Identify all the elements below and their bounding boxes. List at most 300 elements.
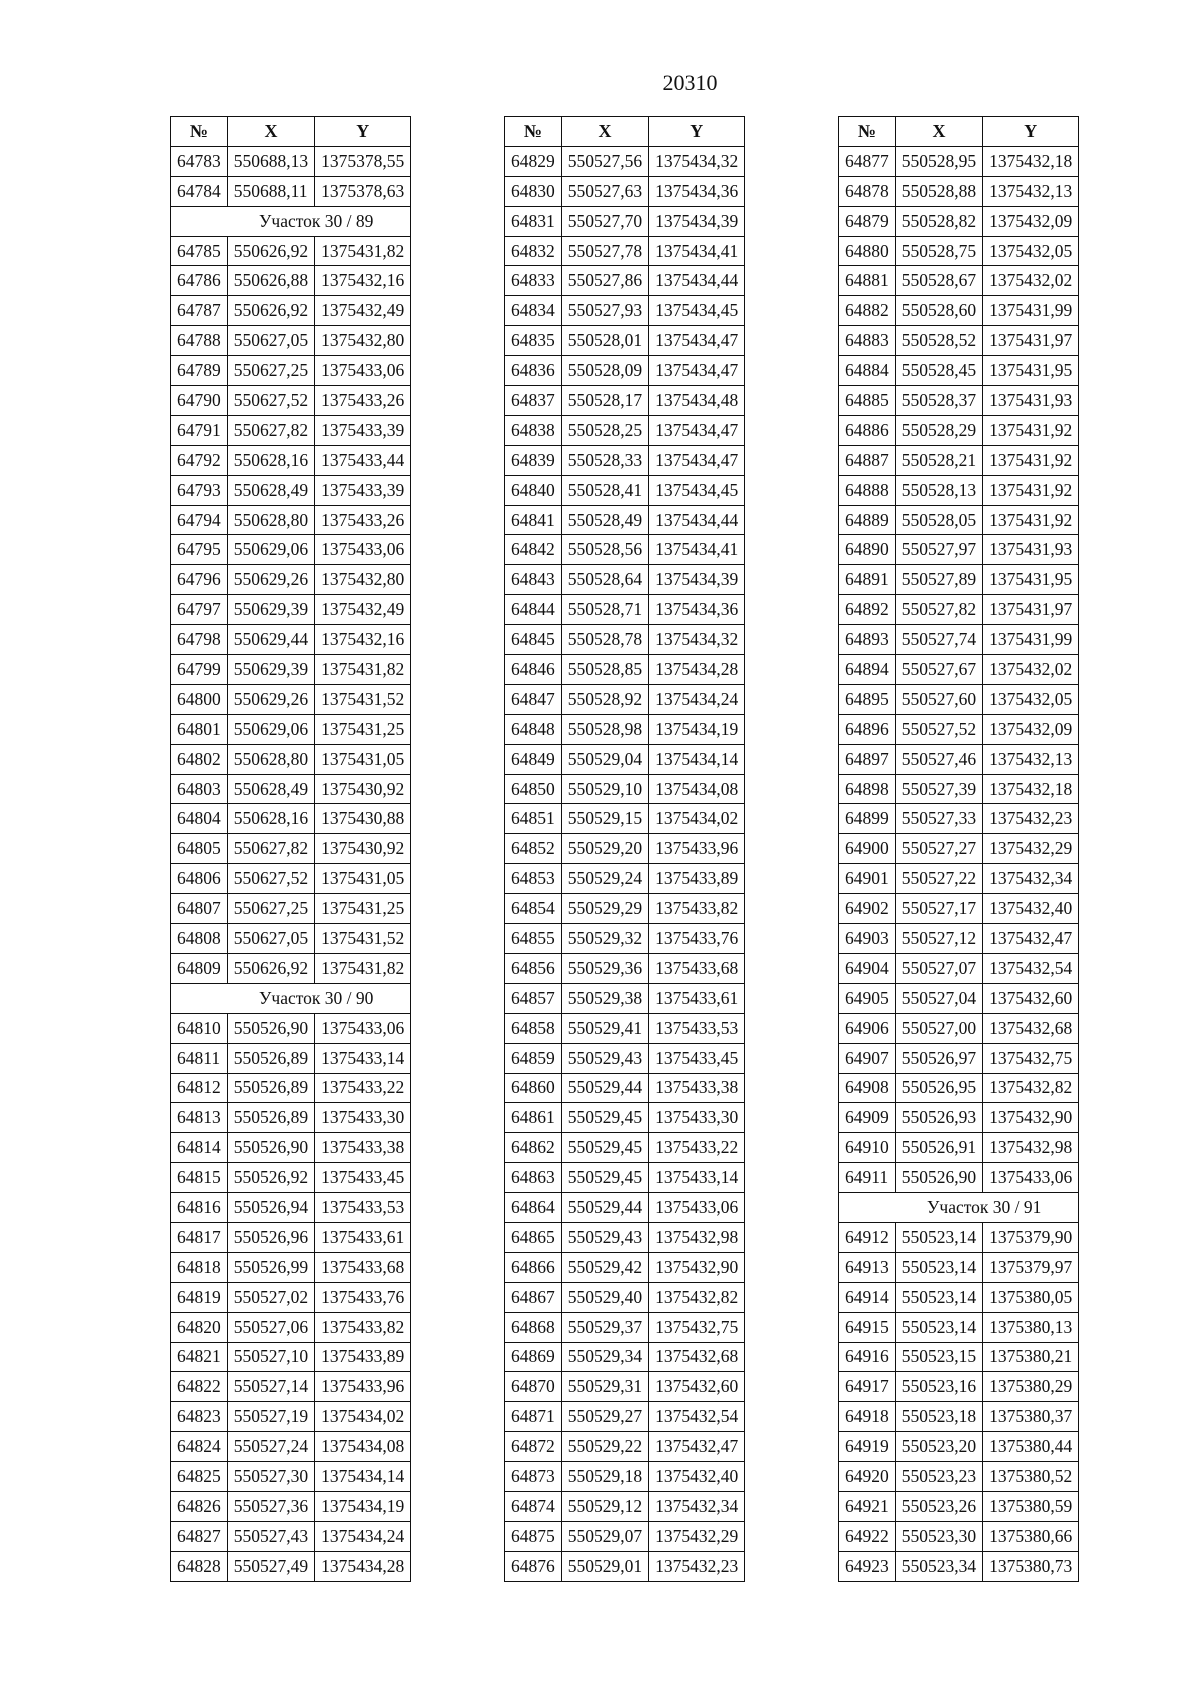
table-row: [171, 625, 411, 655]
x-coordinate: 550529,20: [561, 834, 648, 864]
point-number: 64898: [839, 774, 896, 804]
table-row: [505, 774, 745, 804]
table-row: [505, 1103, 745, 1133]
x-coordinate: 550527,70: [561, 206, 648, 236]
y-coordinate: 1375434,44: [649, 505, 745, 535]
x-coordinate: 550528,21: [895, 445, 982, 475]
x-coordinate: 550529,38: [561, 983, 648, 1013]
point-number: 64814: [171, 1133, 228, 1163]
y-coordinate: 1375432,18: [983, 146, 1079, 176]
y-coordinate: 1375433,68: [315, 1252, 411, 1282]
x-coordinate: 550627,82: [227, 834, 314, 864]
x-coordinate: 550526,90: [227, 1133, 314, 1163]
table-body: [839, 146, 1079, 1581]
y-coordinate: 1375433,14: [649, 1163, 745, 1193]
y-coordinate: 1375433,61: [315, 1222, 411, 1252]
point-number: 64829: [505, 146, 562, 176]
x-coordinate: 550528,52: [895, 326, 982, 356]
point-number: 64799: [171, 655, 228, 685]
y-coordinate: 1375434,36: [649, 595, 745, 625]
point-number: 64785: [171, 236, 228, 266]
y-coordinate: 1375433,30: [315, 1103, 411, 1133]
point-number: 64895: [839, 684, 896, 714]
x-coordinate: 550523,16: [895, 1372, 982, 1402]
table-row: [505, 714, 745, 744]
point-number: 64858: [505, 1013, 562, 1043]
table-row: [505, 535, 745, 565]
point-number: 64846: [505, 655, 562, 685]
table-row: [839, 505, 1079, 535]
point-number: 64812: [171, 1073, 228, 1103]
point-number: 64861: [505, 1103, 562, 1133]
header-x: X: [227, 117, 314, 147]
x-coordinate: 550527,49: [227, 1551, 314, 1581]
point-number: 64822: [171, 1372, 228, 1402]
point-number: 64907: [839, 1043, 896, 1073]
x-coordinate: 550526,92: [227, 1163, 314, 1193]
x-coordinate: 550529,45: [561, 1133, 648, 1163]
y-coordinate: 1375433,38: [315, 1133, 411, 1163]
y-coordinate: 1375431,93: [983, 535, 1079, 565]
point-number: 64911: [839, 1163, 896, 1193]
y-coordinate: 1375431,92: [983, 445, 1079, 475]
x-coordinate: 550629,26: [227, 565, 314, 595]
table-row: [171, 684, 411, 714]
point-number: 64864: [505, 1193, 562, 1223]
table-row: [171, 445, 411, 475]
y-coordinate: 1375434,24: [649, 684, 745, 714]
y-coordinate: 1375431,52: [315, 684, 411, 714]
y-coordinate: 1375432,05: [983, 684, 1079, 714]
point-number: 64842: [505, 535, 562, 565]
table-row: [839, 1462, 1079, 1492]
y-coordinate: 1375433,61: [649, 983, 745, 1013]
x-coordinate: 550523,14: [895, 1312, 982, 1342]
point-number: 64892: [839, 595, 896, 625]
y-coordinate: 1375433,06: [649, 1193, 745, 1223]
y-coordinate: 1375433,39: [315, 415, 411, 445]
point-number: 64841: [505, 505, 562, 535]
coordinate-table-1: [170, 116, 411, 1582]
table-row: [171, 1222, 411, 1252]
y-coordinate: 1375432,47: [649, 1432, 745, 1462]
point-number: 64871: [505, 1402, 562, 1432]
point-number: 64865: [505, 1222, 562, 1252]
table-row: [505, 1432, 745, 1462]
point-number: 64827: [171, 1521, 228, 1551]
table-row: [505, 1402, 745, 1432]
y-coordinate: 1375432,09: [983, 714, 1079, 744]
x-coordinate: 550528,98: [561, 714, 648, 744]
y-coordinate: 1375433,06: [315, 535, 411, 565]
point-number: 64889: [839, 505, 896, 535]
header-x: X: [895, 117, 982, 147]
x-coordinate: 550527,97: [895, 535, 982, 565]
point-number: 64815: [171, 1163, 228, 1193]
point-number: 64844: [505, 595, 562, 625]
y-coordinate: 1375434,47: [649, 326, 745, 356]
y-coordinate: 1375380,29: [983, 1372, 1079, 1402]
table-row: [171, 1043, 411, 1073]
point-number: 64792: [171, 445, 228, 475]
y-coordinate: 1375380,66: [983, 1521, 1079, 1551]
point-number: 64848: [505, 714, 562, 744]
y-coordinate: 1375432,80: [315, 565, 411, 595]
y-coordinate: 1375432,82: [649, 1282, 745, 1312]
x-coordinate: 550527,60: [895, 684, 982, 714]
x-coordinate: 550529,12: [561, 1491, 648, 1521]
x-coordinate: 550626,92: [227, 953, 314, 983]
y-coordinate: 1375378,55: [315, 146, 411, 176]
x-coordinate: 550527,14: [227, 1372, 314, 1402]
y-coordinate: 1375432,68: [649, 1342, 745, 1372]
x-coordinate: 550528,05: [895, 505, 982, 535]
point-number: 64794: [171, 505, 228, 535]
point-number: 64854: [505, 894, 562, 924]
point-number: 64843: [505, 565, 562, 595]
point-number: 64908: [839, 1073, 896, 1103]
y-coordinate: 1375433,26: [315, 386, 411, 416]
y-coordinate: 1375434,39: [649, 206, 745, 236]
point-number: 64857: [505, 983, 562, 1013]
table-row: [505, 236, 745, 266]
x-coordinate: 550529,27: [561, 1402, 648, 1432]
x-coordinate: 550526,89: [227, 1043, 314, 1073]
y-coordinate: 1375432,54: [649, 1402, 745, 1432]
y-coordinate: 1375434,19: [315, 1491, 411, 1521]
y-coordinate: 1375432,02: [983, 655, 1079, 685]
x-coordinate: 550528,85: [561, 655, 648, 685]
table-row: [171, 1163, 411, 1193]
point-number: 64836: [505, 356, 562, 386]
header-number: №: [839, 117, 896, 147]
y-coordinate: 1375433,76: [649, 924, 745, 954]
point-number: 64875: [505, 1521, 562, 1551]
x-coordinate: 550529,43: [561, 1043, 648, 1073]
point-number: 64919: [839, 1432, 896, 1462]
table-row: [839, 1013, 1079, 1043]
x-coordinate: 550529,29: [561, 894, 648, 924]
table-row: [171, 1013, 411, 1043]
point-number: 64881: [839, 266, 896, 296]
x-coordinate: 550628,80: [227, 505, 314, 535]
point-number: 64802: [171, 744, 228, 774]
table-row: [505, 744, 745, 774]
table-row: [505, 1491, 745, 1521]
x-coordinate: 550528,75: [895, 236, 982, 266]
y-coordinate: 1375430,92: [315, 834, 411, 864]
x-coordinate: 550528,71: [561, 595, 648, 625]
x-coordinate: 550528,92: [561, 684, 648, 714]
point-number: 64834: [505, 296, 562, 326]
table-row: [839, 326, 1079, 356]
x-coordinate: 550528,45: [895, 356, 982, 386]
table-row: [505, 415, 745, 445]
x-coordinate: 550523,14: [895, 1222, 982, 1252]
section-title: Участок 30 / 91: [839, 1193, 1079, 1223]
x-coordinate: 550528,13: [895, 475, 982, 505]
table-row: [839, 1491, 1079, 1521]
x-coordinate: 550527,24: [227, 1432, 314, 1462]
table-body: [171, 146, 411, 1581]
y-coordinate: 1375434,45: [649, 475, 745, 505]
table-row: [505, 565, 745, 595]
x-coordinate: 550527,43: [227, 1521, 314, 1551]
table-row: [839, 266, 1079, 296]
x-coordinate: 550528,37: [895, 386, 982, 416]
x-coordinate: 550526,90: [895, 1163, 982, 1193]
x-coordinate: 550627,05: [227, 924, 314, 954]
point-number: 64903: [839, 924, 896, 954]
point-number: 64918: [839, 1402, 896, 1432]
x-coordinate: 550523,23: [895, 1462, 982, 1492]
y-coordinate: 1375432,82: [983, 1073, 1079, 1103]
point-number: 64872: [505, 1432, 562, 1462]
y-coordinate: 1375433,30: [649, 1103, 745, 1133]
point-number: 64860: [505, 1073, 562, 1103]
table-row: [839, 804, 1079, 834]
table-row: [505, 924, 745, 954]
x-coordinate: 550528,78: [561, 625, 648, 655]
x-coordinate: 550527,56: [561, 146, 648, 176]
point-number: 64867: [505, 1282, 562, 1312]
y-coordinate: 1375431,82: [315, 655, 411, 685]
x-coordinate: 550523,15: [895, 1342, 982, 1372]
section-title: Участок 30 / 90: [171, 983, 411, 1013]
y-coordinate: 1375434,39: [649, 565, 745, 595]
section-row: [839, 1193, 1079, 1223]
table-row: [839, 1282, 1079, 1312]
table-row: [839, 774, 1079, 804]
x-coordinate: 550526,93: [895, 1103, 982, 1133]
table-row: [839, 894, 1079, 924]
x-coordinate: 550527,93: [561, 296, 648, 326]
table-row: [505, 1551, 745, 1581]
y-coordinate: 1375434,48: [649, 386, 745, 416]
y-coordinate: 1375431,93: [983, 386, 1079, 416]
point-number: 64837: [505, 386, 562, 416]
y-coordinate: 1375434,08: [315, 1432, 411, 1462]
x-coordinate: 550527,46: [895, 744, 982, 774]
point-number: 64795: [171, 535, 228, 565]
table-row: [505, 146, 745, 176]
x-coordinate: 550529,32: [561, 924, 648, 954]
x-coordinate: 550688,13: [227, 146, 314, 176]
table-row: [171, 1402, 411, 1432]
y-coordinate: 1375433,82: [649, 894, 745, 924]
x-coordinate: 550529,07: [561, 1521, 648, 1551]
x-coordinate: 550529,22: [561, 1432, 648, 1462]
x-coordinate: 550528,64: [561, 565, 648, 595]
x-coordinate: 550527,22: [895, 864, 982, 894]
x-coordinate: 550628,16: [227, 804, 314, 834]
point-number: 64914: [839, 1282, 896, 1312]
table-row: [505, 804, 745, 834]
x-coordinate: 550529,45: [561, 1103, 648, 1133]
x-coordinate: 550526,96: [227, 1222, 314, 1252]
table-row: [839, 475, 1079, 505]
table-row: [839, 565, 1079, 595]
y-coordinate: 1375432,75: [983, 1043, 1079, 1073]
table-row: [171, 1462, 411, 1492]
point-number: 64786: [171, 266, 228, 296]
table-row: [505, 684, 745, 714]
x-coordinate: 550527,89: [895, 565, 982, 595]
table-row: [839, 1432, 1079, 1462]
point-number: 64896: [839, 714, 896, 744]
point-number: 64838: [505, 415, 562, 445]
point-number: 64830: [505, 176, 562, 206]
table-row: [839, 1103, 1079, 1133]
y-coordinate: 1375434,36: [649, 176, 745, 206]
table-row: [505, 475, 745, 505]
table-header-row: [839, 117, 1079, 147]
y-coordinate: 1375434,41: [649, 535, 745, 565]
table-row: [505, 1312, 745, 1342]
x-coordinate: 550529,37: [561, 1312, 648, 1342]
x-coordinate: 550688,11: [227, 176, 314, 206]
table-row: [505, 176, 745, 206]
table-row: [839, 595, 1079, 625]
table-row: [839, 655, 1079, 685]
x-coordinate: 550626,92: [227, 236, 314, 266]
point-number: 64884: [839, 356, 896, 386]
table-row: [505, 356, 745, 386]
table-row: [839, 1222, 1079, 1252]
y-coordinate: 1375431,92: [983, 505, 1079, 535]
x-coordinate: 550529,04: [561, 744, 648, 774]
table-row: [839, 1551, 1079, 1581]
point-number: 64804: [171, 804, 228, 834]
point-number: 64915: [839, 1312, 896, 1342]
x-coordinate: 550526,97: [895, 1043, 982, 1073]
y-coordinate: 1375431,92: [983, 415, 1079, 445]
table-row: [839, 983, 1079, 1013]
y-coordinate: 1375433,89: [315, 1342, 411, 1372]
y-coordinate: 1375433,26: [315, 505, 411, 535]
point-number: 64783: [171, 146, 228, 176]
x-coordinate: 550527,78: [561, 236, 648, 266]
x-coordinate: 550528,33: [561, 445, 648, 475]
table-row: [839, 1073, 1079, 1103]
x-coordinate: 550629,39: [227, 655, 314, 685]
section-row: [171, 206, 411, 236]
y-coordinate: 1375380,73: [983, 1551, 1079, 1581]
point-number: 64850: [505, 774, 562, 804]
point-number: 64788: [171, 326, 228, 356]
x-coordinate: 550527,74: [895, 625, 982, 655]
point-number: 64883: [839, 326, 896, 356]
point-number: 64849: [505, 744, 562, 774]
x-coordinate: 550529,18: [561, 1462, 648, 1492]
x-coordinate: 550528,25: [561, 415, 648, 445]
point-number: 64887: [839, 445, 896, 475]
table-row: [505, 266, 745, 296]
table-row: [839, 924, 1079, 954]
point-number: 64810: [171, 1013, 228, 1043]
x-coordinate: 550523,30: [895, 1521, 982, 1551]
y-coordinate: 1375434,47: [649, 445, 745, 475]
y-coordinate: 1375379,97: [983, 1252, 1079, 1282]
y-coordinate: 1375434,19: [649, 714, 745, 744]
y-coordinate: 1375379,90: [983, 1222, 1079, 1252]
section-row: [171, 983, 411, 1013]
y-coordinate: 1375432,13: [983, 176, 1079, 206]
point-number: 64787: [171, 296, 228, 326]
table-row: [505, 386, 745, 416]
y-coordinate: 1375432,40: [983, 894, 1079, 924]
point-number: 64869: [505, 1342, 562, 1372]
y-coordinate: 1375433,68: [649, 953, 745, 983]
point-number: 64897: [839, 744, 896, 774]
x-coordinate: 550529,15: [561, 804, 648, 834]
point-number: 64863: [505, 1163, 562, 1193]
table-row: [839, 1252, 1079, 1282]
point-number: 64870: [505, 1372, 562, 1402]
table-row: [505, 1342, 745, 1372]
y-coordinate: 1375380,52: [983, 1462, 1079, 1492]
x-coordinate: 550528,56: [561, 535, 648, 565]
x-coordinate: 550627,05: [227, 326, 314, 356]
table-row: [171, 356, 411, 386]
point-number: 64803: [171, 774, 228, 804]
x-coordinate: 550526,99: [227, 1252, 314, 1282]
y-coordinate: 1375380,21: [983, 1342, 1079, 1372]
x-coordinate: 550529,44: [561, 1193, 648, 1223]
y-coordinate: 1375431,95: [983, 565, 1079, 595]
table-row: [839, 864, 1079, 894]
point-number: 64793: [171, 475, 228, 505]
y-coordinate: 1375431,82: [315, 953, 411, 983]
y-coordinate: 1375433,44: [315, 445, 411, 475]
table-row: [171, 1432, 411, 1462]
point-number: 64923: [839, 1551, 896, 1581]
x-coordinate: 550529,43: [561, 1222, 648, 1252]
point-number: 64917: [839, 1372, 896, 1402]
table-row: [505, 1073, 745, 1103]
y-coordinate: 1375431,52: [315, 924, 411, 954]
point-number: 64808: [171, 924, 228, 954]
point-number: 64905: [839, 983, 896, 1013]
table-row: [171, 1103, 411, 1133]
point-number: 64826: [171, 1491, 228, 1521]
y-coordinate: 1375433,76: [315, 1282, 411, 1312]
x-coordinate: 550527,67: [895, 655, 982, 685]
x-coordinate: 550528,88: [895, 176, 982, 206]
y-coordinate: 1375433,53: [649, 1013, 745, 1043]
x-coordinate: 550528,49: [561, 505, 648, 535]
point-number: 64921: [839, 1491, 896, 1521]
point-number: 64798: [171, 625, 228, 655]
section-title: Участок 30 / 89: [171, 206, 411, 236]
x-coordinate: 550528,01: [561, 326, 648, 356]
y-coordinate: 1375434,45: [649, 296, 745, 326]
table-row: [171, 834, 411, 864]
x-coordinate: 550529,44: [561, 1073, 648, 1103]
table-row: [839, 1163, 1079, 1193]
point-number: 64893: [839, 625, 896, 655]
point-number: 64797: [171, 595, 228, 625]
table-row: [505, 326, 745, 356]
y-coordinate: 1375432,23: [649, 1551, 745, 1581]
table-row: [171, 894, 411, 924]
table-row: [505, 983, 745, 1013]
table-row: [171, 774, 411, 804]
x-coordinate: 550629,26: [227, 684, 314, 714]
point-number: 64882: [839, 296, 896, 326]
table-row: [505, 505, 745, 535]
table-row: [505, 655, 745, 685]
